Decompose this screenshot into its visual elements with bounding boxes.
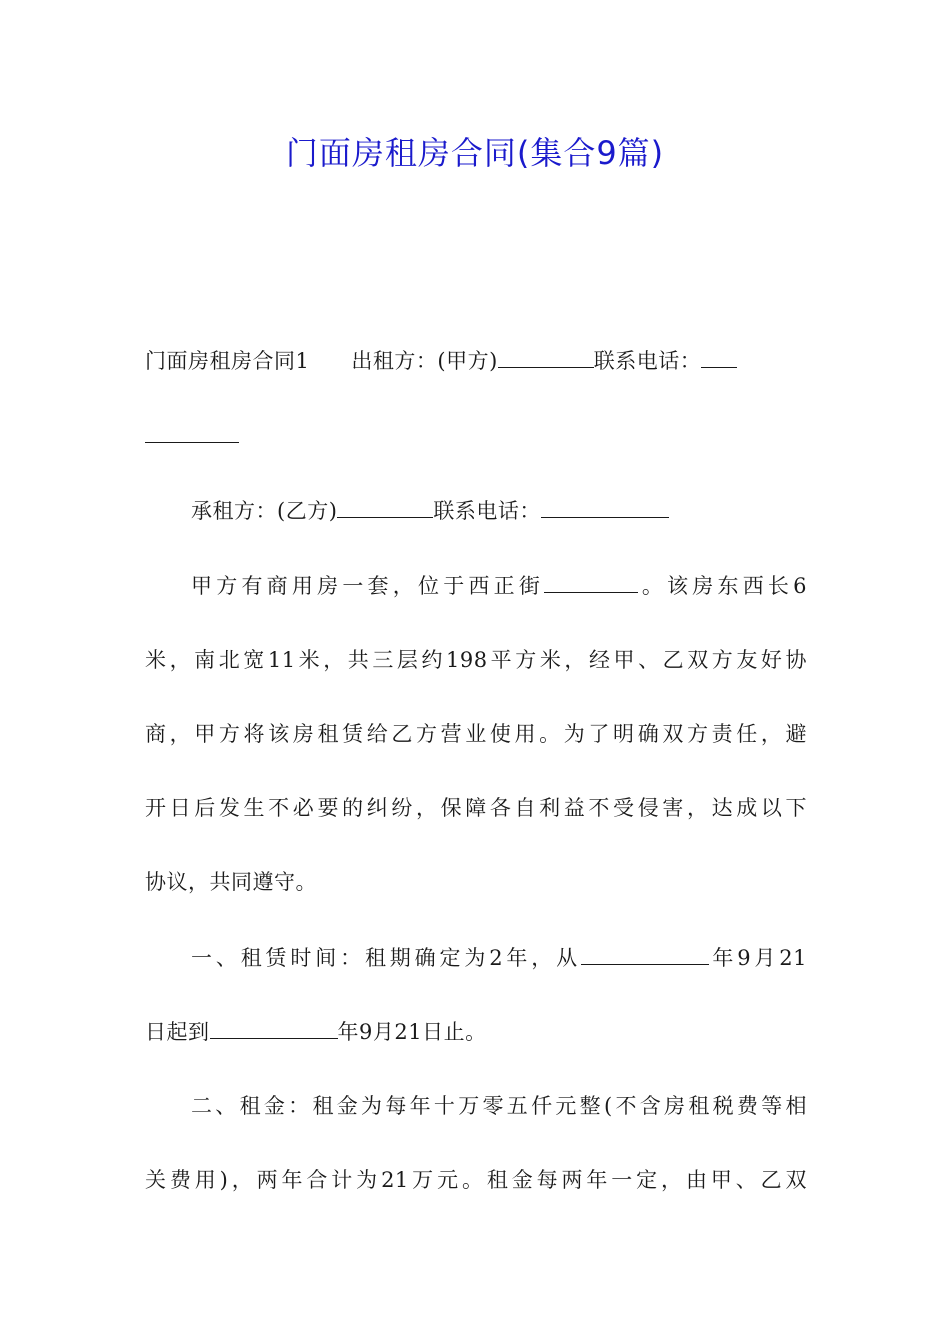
lease-end-text: 日起到: [145, 1020, 210, 1044]
rent-line: 二、租金：租金为每年十万零五仟元整(不含房租税费等相: [191, 1094, 807, 1118]
document-title: 门面房租房合同(集合9篇): [285, 134, 665, 172]
paragraph-line: 开日后发生不必要的纠纷，保障各自利益不受侵害，达成以下: [145, 796, 807, 820]
paragraph-line: 米，南北宽11米，共三层约198平方米，经甲、乙双方友好协: [145, 648, 807, 672]
paragraph-line: 商，甲方将该房租赁给乙方营业使用。为了明确双方责任，避: [145, 722, 807, 746]
paragraph-line: 协议，共同遵守。: [145, 870, 317, 894]
lessor-phone-label: 联系电话：: [593, 349, 702, 373]
lessee-phone-label: 联系电话：: [433, 499, 541, 523]
lease-term-line: [145, 942, 807, 973]
property-text-cont: 。该房东西长6: [638, 574, 807, 598]
lessee-label: 承租方：(乙方): [191, 499, 338, 523]
contract-number-label: 门面房租房合同1: [145, 349, 310, 373]
rent-line: 关费用)，两年合计为21万元。租金每两年一定，由甲、乙双: [145, 1168, 807, 1192]
lease-end-text-cont: 年9月21日止。: [337, 1020, 487, 1044]
end-year-blank: [210, 1016, 338, 1039]
lease-term-line: [145, 1016, 807, 1047]
lessor-label: 出租方：(甲方): [351, 349, 498, 373]
lessor-phone-continuation: [145, 420, 807, 451]
start-year-blank: [581, 942, 709, 965]
address-blank: [544, 570, 638, 593]
lease-term-text-cont: 年9月21: [709, 946, 807, 970]
lessor-phone-blank-cont: [145, 420, 239, 443]
property-text: 甲方有商用房一套，位于西正街: [191, 574, 545, 598]
lessor-phone-blank: [701, 345, 737, 368]
lessee-line: [145, 495, 853, 526]
paragraph-line: [145, 570, 807, 601]
lessee-blank: [337, 495, 433, 518]
contract-header-line: [145, 345, 807, 376]
lessor-blank: [498, 345, 594, 368]
lease-term-text: 一、租赁时间：租期确定为2年，从: [191, 946, 581, 970]
lessee-phone-blank: [541, 495, 669, 518]
